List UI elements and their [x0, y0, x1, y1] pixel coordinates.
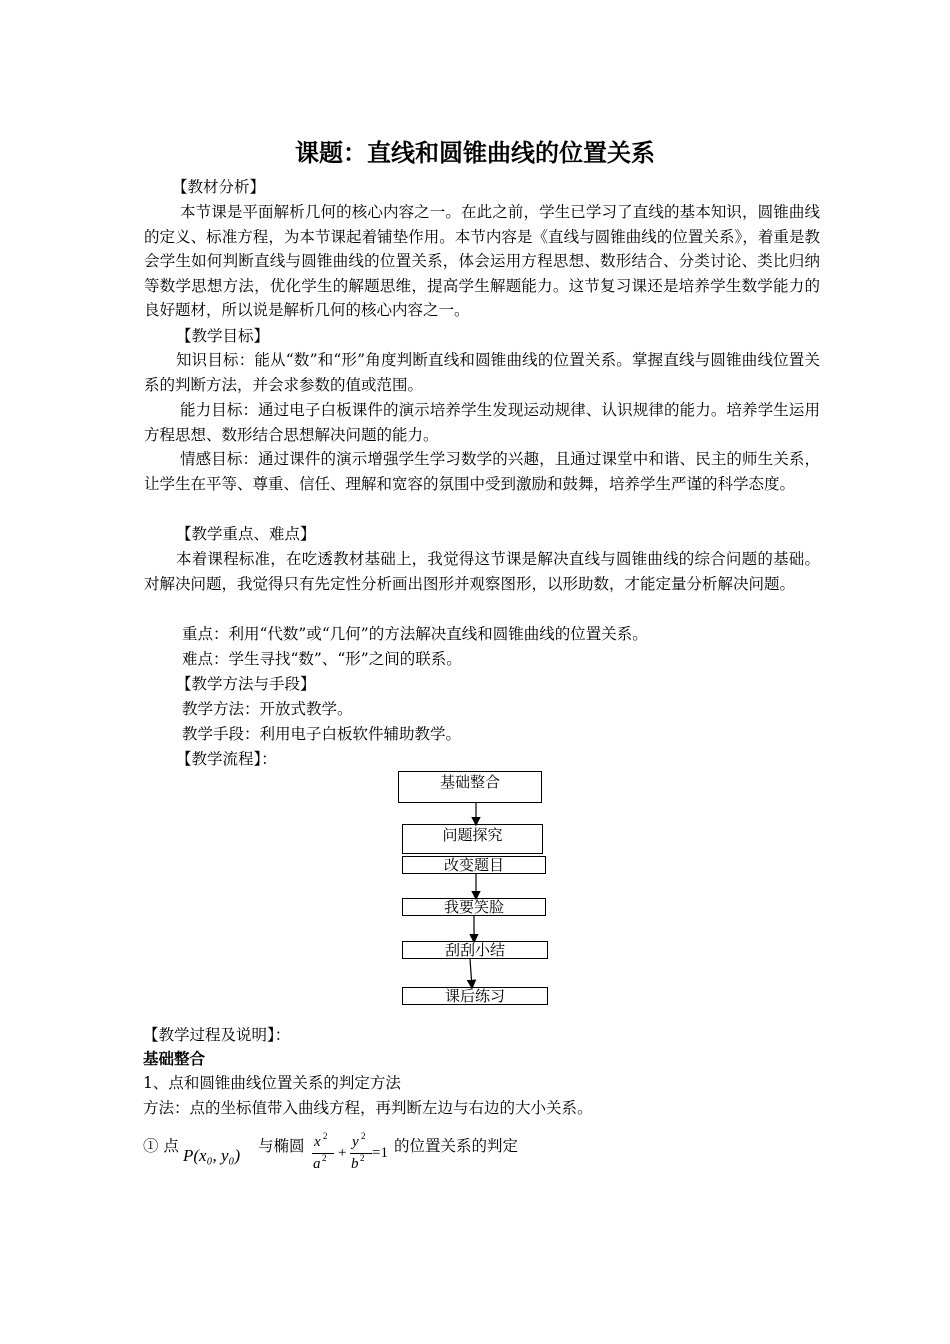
flow-step-change: 改变题目	[402, 856, 546, 874]
flow-step-smile: 我要笑脸	[402, 898, 546, 916]
flow-step-basics: 基础整合	[398, 771, 542, 803]
process-heading: 【教学过程及说明】：	[143, 1026, 291, 1044]
formula-mid: 与椭圆	[258, 1137, 305, 1155]
formula-prefix: ① 点	[143, 1137, 179, 1155]
flow-step-homework: 课后练习	[402, 987, 548, 1005]
teaching-means: 教学手段：利用电子白板软件辅助教学。	[182, 725, 462, 743]
key-paragraph: 本着课程标准，在吃透教材基础上，我觉得这节课是解决直线与圆锥曲线的综合问题的基础。对解决问题，我觉得只有先定性分析画出图形并观察图形，以形助数，才能定量分析解决问题。	[144, 550, 820, 593]
goals-heading: 【教学目标】	[176, 327, 270, 345]
basics-heading: 基础整合	[143, 1050, 206, 1068]
key-point: 重点：利用“代数”或“几何”的方法解决直线和圆锥曲线的位置关系。	[182, 625, 648, 643]
difficulty: 难点：学生寻找“数”、“形”之间的联系。	[182, 650, 462, 668]
page-title: 课题：直线和圆锥曲线的位置关系	[295, 139, 655, 167]
analysis-paragraph: 本节课是平面解析几何的核心内容之一。在此之前，学生已学习了直线的基本知识，圆锥曲线的定义、标准方程，为本节课起着铺垫作用。本节内容是《直线与圆锥曲线的位置关系》，着重是教会学生如何判断直线与圆锥曲线的位置关系，体会运用方程思想、数形结合、分类讨论、类比归纳等数学思想方法，优化学生的解题思维，提高学生解题能力。这节复习课还是培养学生数学能力的良好题材，所以说是解析几何的核心内容之一。	[144, 203, 820, 319]
key-heading: 【教学重点、难点】	[176, 525, 316, 543]
item-1-method: 方法：点的坐标值带入曲线方程，再判断左边与右边的大小关系。	[143, 1099, 593, 1117]
formula-suffix: 的位置关系的判定	[394, 1137, 519, 1155]
flow-step-summary: 刮刮小结	[402, 941, 548, 959]
goal-emotion: 情感目标：通过课件的演示增强学生学习数学的兴趣，且通过课堂中和谐、民主的师生关系，让学生在平等、尊重、信任、理解和宽容的氛围中受到激励和鼓舞，培养学生严谨的科学态度。	[144, 450, 820, 493]
goal-knowledge: 知识目标：能从“数”和“形”角度判断直线和圆锥曲线的位置关系。掌握直线与圆锥曲线位置关系的判断方法，并会求参数的值或范围。	[144, 351, 820, 394]
ellipse-equation: x 2 a 2 + y 2 b 2 =1	[313, 1131, 388, 1172]
method-heading: 【教学方法与手段】	[176, 675, 316, 693]
flow-arrow-4	[470, 959, 472, 987]
teaching-method: 教学方法：开放式教学。	[182, 700, 353, 718]
flow-heading: 【教学流程】：	[176, 750, 277, 768]
formula-point: P(x₀, y₀)	[183, 1146, 241, 1165]
item-1: 1、点和圆锥曲线位置关系的判定方法	[143, 1074, 401, 1092]
goal-ability: 能力目标：通过电子白板课件的演示培养学生发现运动规律、认识规律的能力。培养学生运用方程思想、数形结合思想解决问题的能力。	[144, 401, 820, 444]
flow-step-explore: 问题探究	[402, 824, 543, 854]
analysis-heading: 【教材分析】	[172, 178, 266, 196]
